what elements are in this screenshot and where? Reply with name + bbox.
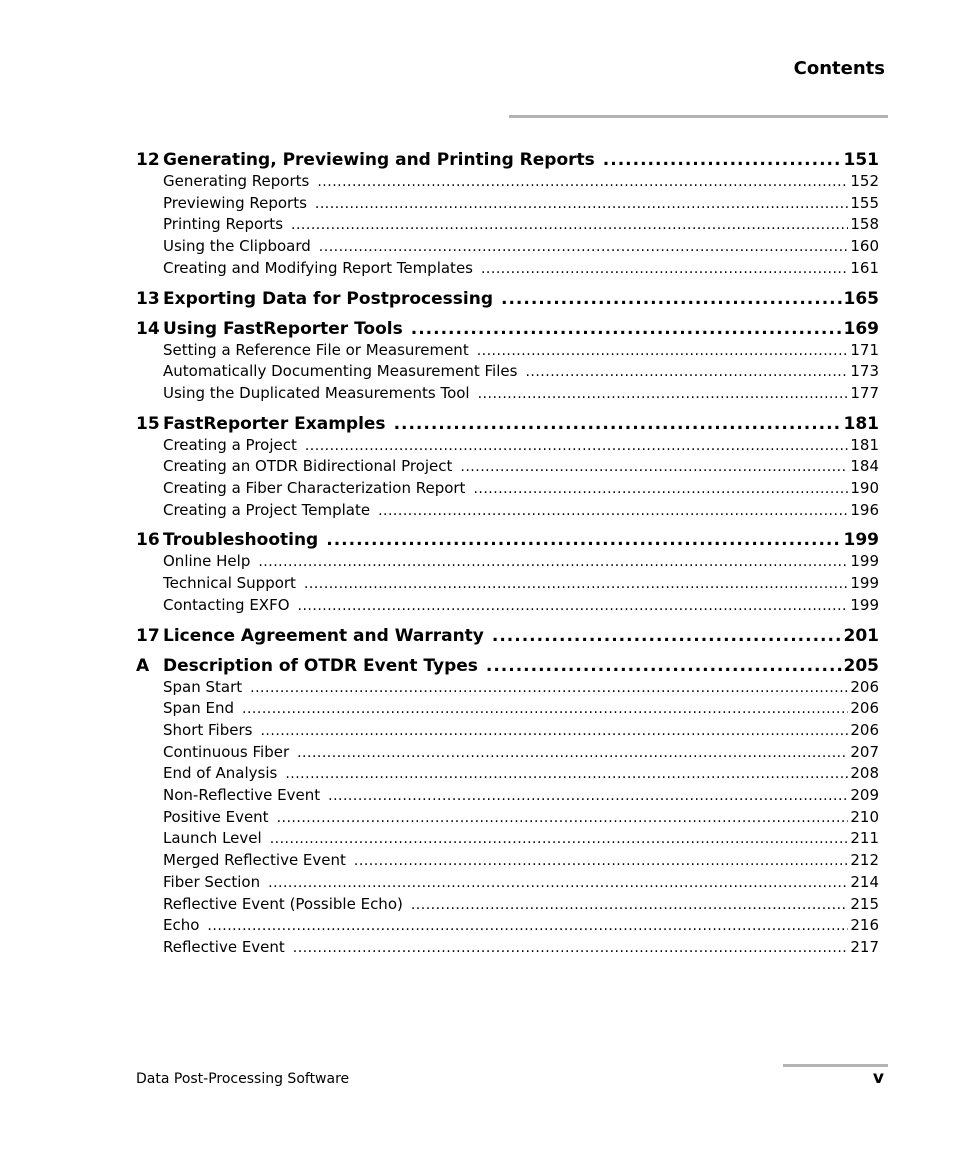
toc-chapter [136,288,879,310]
footer-divider [783,1064,888,1067]
dot-leader [481,259,848,280]
section-title: Online Help [163,552,251,571]
section-title: Previewing Reports [163,193,307,212]
chapter-page-number: 169 [843,318,879,339]
toc-chapter [136,529,879,616]
toc-section-entry[interactable] [136,807,879,829]
section-title: Creating a Project [163,435,297,454]
dot-leader [315,194,848,215]
section-title: Short Fibers [163,720,253,739]
toc-chapter [136,413,879,522]
section-title: Creating and Modifying Report Templates [163,258,473,277]
toc-section-entry[interactable] [136,435,879,457]
dot-leader [411,895,849,916]
toc-section-entry[interactable] [136,828,879,850]
chapter-title: Description of OTDR Event Types [163,655,478,676]
toc-section-entry[interactable] [136,214,879,236]
dot-leader [501,288,842,310]
dot-leader [478,384,849,405]
section-page-number: 212 [850,851,879,870]
section-page-number: 211 [850,829,879,848]
toc-section-entry[interactable] [136,894,879,916]
section-page-number: 160 [850,237,879,256]
dot-leader [298,596,849,617]
toc-section-entry[interactable] [136,500,879,522]
section-title: Merged Reflective Event [163,851,346,870]
toc-section-entry[interactable] [136,340,879,362]
dot-leader [492,625,842,647]
toc-section-entry[interactable] [136,595,879,617]
section-title: Creating a Fiber Characterization Report [163,479,466,498]
section-page-number: 210 [850,807,879,826]
section-page-number: 214 [850,872,879,891]
section-title: Generating Reports [163,172,310,190]
toc-chapter-entry[interactable] [136,288,879,310]
dot-leader [277,808,849,829]
section-title: Span Start [163,677,243,696]
dot-leader [270,829,849,850]
section-title: Automatically Documenting Measurement Files [163,362,518,381]
section-page-number: 196 [850,500,879,519]
toc-section-entry[interactable] [136,236,879,258]
dot-leader [326,529,841,551]
section-title: Echo [163,916,200,935]
section-title: Positive Event [163,807,269,826]
dot-leader [285,764,848,785]
dot-leader [354,851,848,872]
section-page-number: 206 [850,720,879,739]
toc-section-entry[interactable] [136,383,879,405]
dot-leader [250,678,848,699]
toc-chapter-entry[interactable] [136,655,879,677]
dot-leader [297,743,848,764]
section-page-number: 206 [850,677,879,696]
dot-leader [473,479,848,500]
section-title: Span End [163,699,235,718]
dot-leader [486,655,842,677]
dot-leader [603,149,842,171]
toc-chapter-entry[interactable] [136,413,879,435]
dot-leader [304,574,848,595]
section-title: Contacting EXFO [163,595,290,614]
section-title: Creating an OTDR Bidirectional Project [163,457,453,476]
dot-leader [207,916,848,937]
chapter-page-number: 201 [843,625,879,646]
section-page-number: 199 [850,574,879,593]
chapter-number: A [136,655,150,676]
section-page-number: 217 [850,937,879,956]
toc-chapter-entry[interactable] [136,625,879,647]
section-page-number: 177 [850,383,879,402]
chapter-number: 15 [136,413,160,434]
section-page-number: 208 [850,764,879,783]
chapter-page-number: 165 [843,288,879,309]
toc-chapter [136,655,879,959]
section-page-number: 209 [850,786,879,805]
toc-section-entry[interactable] [136,872,879,894]
dot-leader [378,501,848,522]
dot-leader [291,215,848,236]
dot-leader [477,341,849,362]
section-page-number: 173 [850,362,879,381]
toc-section-entry[interactable] [136,573,879,595]
section-page-number: 207 [850,742,879,761]
section-page-number: 161 [850,258,879,277]
section-title: Using the Duplicated Measurements Tool [163,383,470,402]
section-page-number: 181 [850,435,879,454]
chapter-number: 12 [136,150,160,170]
dot-leader [268,873,848,894]
toc-section-entry[interactable] [136,478,879,500]
toc-section-entry[interactable] [136,850,879,872]
header-divider [509,115,888,118]
dot-leader [328,786,848,807]
section-title: Reflective Event (Possible Echo) [163,894,403,913]
dot-leader [260,721,848,742]
page-title: Contents [793,58,885,79]
toc-section-entry[interactable] [136,742,879,764]
chapter-page-number: 199 [843,530,879,551]
section-page-number: 171 [850,340,879,359]
section-title: Creating a Project Template [163,500,371,519]
section-page-number: 199 [850,552,879,571]
section-page-number: 155 [850,193,879,212]
toc-section-entry[interactable] [136,720,879,742]
dot-leader [394,413,842,435]
chapter-title: Generating, Previewing and Printing Reports [163,150,595,170]
toc-chapter-entry[interactable] [136,318,879,340]
section-title: Non-Reflective Event [163,786,321,805]
section-page-number: 199 [850,595,879,614]
section-title: End of Analysis [163,764,278,783]
toc-section-entry[interactable] [136,785,879,807]
toc-section-entry[interactable] [136,361,879,383]
chapter-title: Troubleshooting [163,530,319,551]
section-page-number: 215 [850,894,879,913]
table-of-contents [136,147,879,967]
toc-chapter [136,149,879,280]
dot-leader [242,699,848,720]
toc-section-entry[interactable] [136,677,879,699]
toc-chapter-entry[interactable] [136,529,879,551]
chapter-title: Exporting Data for Postprocessing [163,288,493,309]
section-title: Using the Clipboard [163,237,311,256]
section-page-number: 184 [850,457,879,476]
section-page-number: 152 [850,172,879,190]
dot-leader [317,172,848,193]
footer-document-title: Data Post-Processing Software [136,1071,350,1087]
footer-page-number: v [872,1068,884,1088]
chapter-page-number: 151 [843,150,879,170]
toc-section-entry[interactable] [136,193,879,215]
dot-leader [460,457,848,478]
chapter-number: 13 [136,288,160,309]
dot-leader [319,237,849,258]
toc-section-entry[interactable] [136,915,879,937]
section-title: Setting a Reference File or Measurement [163,340,469,359]
chapter-page-number: 205 [843,655,879,676]
dot-leader [305,436,849,457]
section-title: Fiber Section [163,872,261,891]
section-page-number: 206 [850,699,879,718]
section-title: Technical Support [163,574,296,593]
toc-section-entry[interactable] [136,551,879,573]
dot-leader [525,362,848,383]
chapter-title: Licence Agreement and Warranty [163,625,484,646]
chapter-page-number: 181 [843,413,879,434]
chapter-number: 17 [136,625,160,646]
toc-chapter-entry[interactable] [136,149,879,171]
chapter-number: 16 [136,530,160,551]
toc-section-entry[interactable] [136,698,879,720]
toc-chapter [136,625,879,647]
section-page-number: 216 [850,916,879,935]
dot-leader [411,318,842,340]
chapter-number: 14 [136,318,160,339]
chapter-title: FastReporter Examples [163,413,386,434]
toc-section-entry[interactable] [136,171,879,193]
toc-section-entry[interactable] [136,763,879,785]
toc-section-entry[interactable] [136,937,879,959]
dot-leader [293,938,849,959]
section-title: Continuous Fiber [163,742,290,761]
toc-section-entry[interactable] [136,258,879,280]
chapter-title: Using FastReporter Tools [163,318,403,339]
section-title: Launch Level [163,829,262,848]
section-title: Reflective Event [163,937,285,956]
section-title: Printing Reports [163,215,284,234]
toc-section-entry[interactable] [136,456,879,478]
section-page-number: 158 [850,215,879,234]
toc-chapter [136,318,879,405]
dot-leader [258,552,848,573]
section-page-number: 190 [850,479,879,498]
